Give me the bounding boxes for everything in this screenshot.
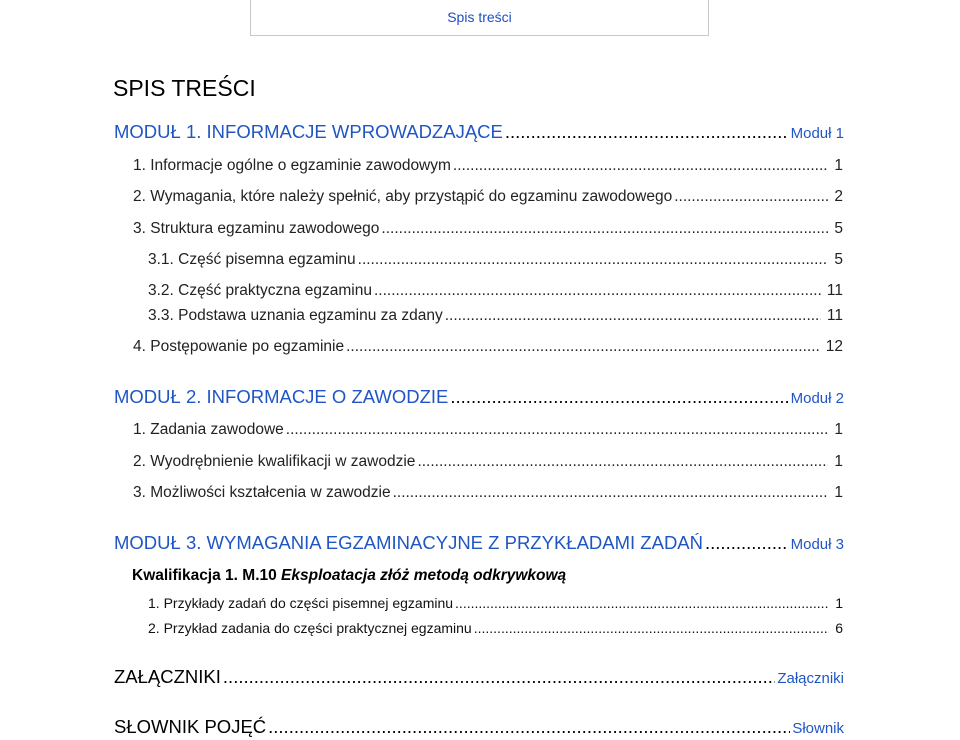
toc-module-1[interactable]	[114, 121, 844, 143]
toc-item[interactable]	[133, 484, 843, 502]
module-3-page: Moduł 3	[790, 536, 844, 553]
module-2-label: MODUŁ 2. INFORMACJE O ZAWODZIE	[114, 386, 449, 407]
toc-item[interactable]	[148, 620, 843, 636]
leader-dots	[474, 620, 829, 636]
module-1-page: Moduł 1	[790, 125, 844, 142]
toc-item-page: 1	[834, 421, 843, 438]
toc-item-label: 3.1. Część pisemna egzaminu	[148, 251, 356, 268]
leader-dots	[374, 282, 821, 300]
toc-item-page: 1	[835, 595, 843, 611]
toc-item-page: 5	[834, 251, 843, 268]
leader-dots	[674, 188, 828, 206]
leader-dots	[450, 386, 788, 408]
toc-item-page: 11	[826, 307, 843, 324]
leader-dots	[505, 121, 789, 143]
toc-item[interactable]	[133, 338, 843, 356]
toc-item[interactable]	[133, 188, 843, 206]
toc-title: SPIS TREŚCI	[113, 75, 256, 101]
toc-item-page: 2	[834, 188, 843, 205]
appendices-page: Załączniki	[777, 670, 844, 687]
toc-item[interactable]	[133, 157, 843, 175]
toc-item-page: 1	[834, 453, 843, 470]
module-1-label: MODUŁ 1. INFORMACJE WPROWADZAJĄCE	[114, 121, 503, 142]
toc-appendices[interactable]	[114, 666, 844, 688]
leader-dots	[453, 157, 828, 175]
leader-dots	[223, 666, 775, 688]
toc-item-label: 1. Informacje ogólne o egzaminie zawodowym	[133, 157, 451, 174]
toc-module-2[interactable]	[114, 386, 844, 408]
toc-item-label: 3.3. Podstawa uznania egzaminu za zdany	[148, 307, 443, 324]
toc-item-label: 1. Zadania zawodowe	[133, 421, 284, 438]
toc-item-label: 3. Struktura egzaminu zawodowego	[133, 220, 380, 237]
leader-dots	[358, 251, 829, 269]
toc-item[interactable]	[148, 307, 843, 325]
leader-dots	[346, 338, 820, 356]
glossary-page: Słownik	[792, 720, 844, 737]
glossary-label: SŁOWNIK POJĘĆ	[114, 716, 267, 737]
toc-item-label: 2. Wymagania, które należy spełnić, aby przystąpić do egzaminu zawodowego	[133, 188, 673, 205]
page-header	[250, 0, 709, 36]
toc-item[interactable]	[148, 282, 843, 300]
toc-item-page: 11	[826, 282, 843, 299]
toc-item-page: 1	[834, 484, 843, 501]
toc-item-label: 3.2. Część praktyczna egzaminu	[148, 282, 372, 299]
toc-item-label: 2. Przykład zadania do części praktycznej egzaminu	[148, 620, 472, 636]
leader-dots	[417, 453, 828, 471]
leader-dots	[455, 595, 829, 611]
toc-item[interactable]	[148, 595, 843, 611]
module-3-label: MODUŁ 3. WYMAGANIA EGZAMINACYJNE Z PRZYKŁADAMI ZADAŃ	[114, 532, 704, 553]
toc-item-label: 2. Wyodrębnienie kwalifikacji w zawodzie	[133, 453, 416, 470]
leader-dots	[381, 220, 828, 238]
leader-dots	[268, 716, 790, 738]
toc-item-page: 1	[834, 157, 843, 174]
header-title: Spis treści	[447, 9, 512, 25]
toc-item[interactable]	[133, 453, 843, 471]
qualification-prefix: Kwalifikacja 1. M.10	[132, 567, 282, 584]
leader-dots	[286, 421, 829, 439]
toc-item-label: 3. Możliwości kształcenia w zawodzie	[133, 484, 391, 501]
toc-item[interactable]	[133, 220, 843, 238]
qualification-name: Eksploatacja złóż metodą odkrywkową	[281, 567, 567, 584]
toc-item-label: 4. Postępowanie po egzaminie	[133, 338, 345, 355]
toc-item-page: 6	[835, 620, 843, 636]
toc-item[interactable]	[148, 251, 843, 269]
toc-item-page: 5	[834, 220, 843, 237]
toc-item-page: 12	[825, 338, 843, 355]
qualification-heading	[132, 567, 566, 585]
appendices-label: ZAŁĄCZNIKI	[114, 666, 221, 687]
leader-dots	[705, 532, 789, 554]
module-2-page: Moduł 2	[790, 390, 844, 407]
toc-module-3[interactable]	[114, 532, 844, 554]
toc-item[interactable]	[133, 421, 843, 439]
toc-item-label: 1. Przykłady zadań do części pisemnej egzaminu	[148, 595, 454, 611]
leader-dots	[393, 484, 829, 502]
leader-dots	[445, 307, 821, 325]
toc-glossary[interactable]	[114, 716, 844, 738]
